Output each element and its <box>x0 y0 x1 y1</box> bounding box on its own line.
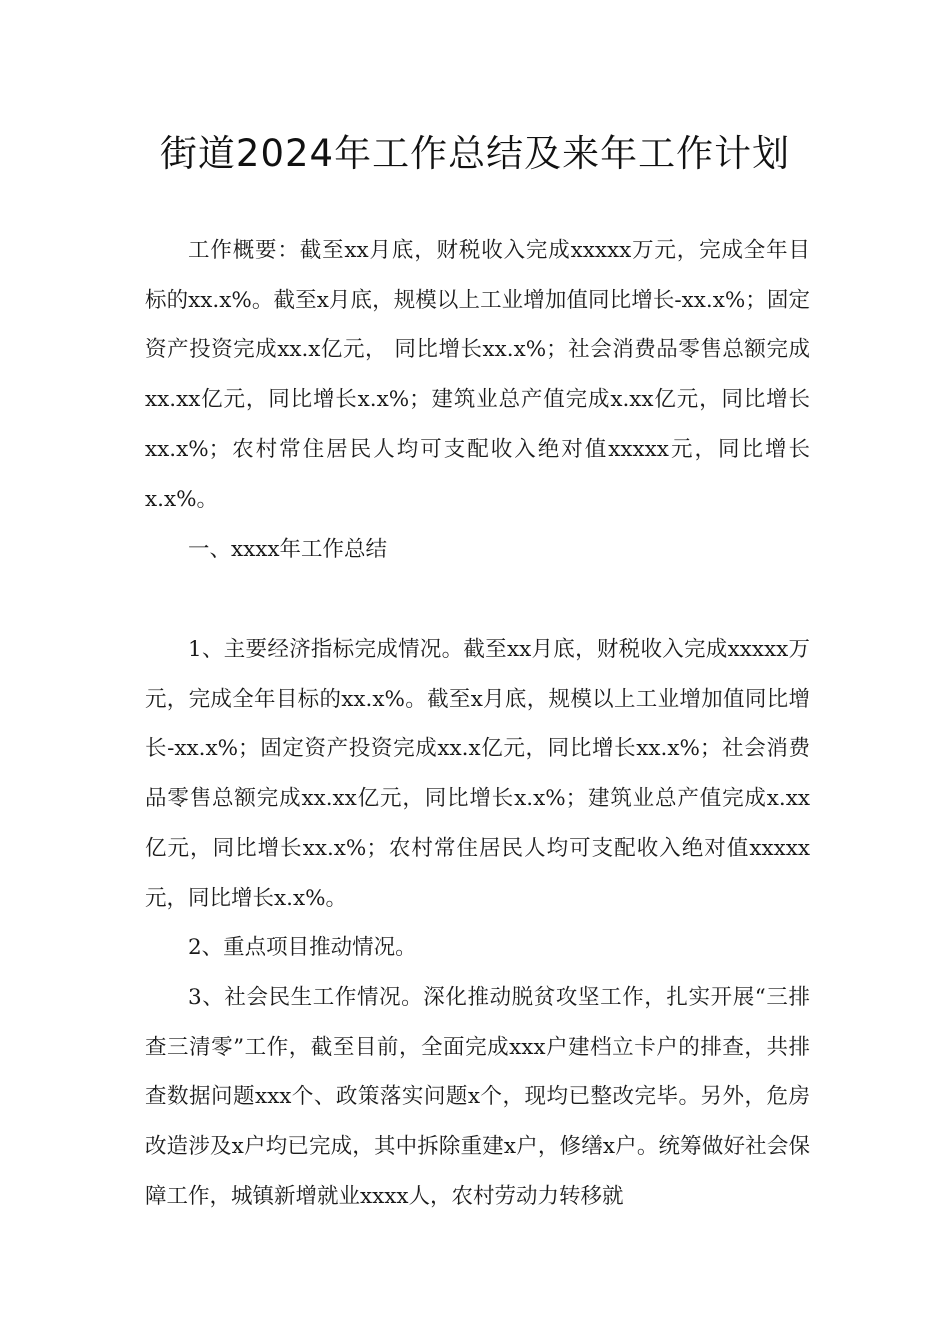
key-projects-paragraph: 2、重点项目推动情况。 <box>188 935 417 960</box>
economic-indicators-paragraph: 1、主要经济指标完成情况。截至xx月底，财税收入完成xxxxx万元，完成全年目标的xx.x%。截至x月底，规模以上工业增加值同比增长-xx.x%；固定资产投资完成xx.x亿元，同比增长xx.x%；社会消费品零售总额完成xx.xx亿元，同比增长x.x%；建筑业总产值完成x.xx亿元，同比增长xx.x%；农村常住居民人均可支配收入绝对值xxxxx元，同比增长x.x%。 <box>145 637 810 911</box>
overview-paragraph: 工作概要：截至xx月底，财税收入完成xxxxx万元，完成全年目标的xx.x%。截至x月底，规模以上工业增加值同比增长-xx.x%；固定资产投资完成xx.x亿元， 同比增长xx.x%；社会消费品零售总额完成xx.xx亿元，同比增长x.x%；建筑业总产值完成x.xx亿元，同比增长xx.x%；农村常住居民人均可支配收入绝对值xxxxx元，同比增长x.x%。 <box>145 238 810 512</box>
section-heading-summary: 一、xxxx年工作总结 <box>188 537 388 562</box>
document-title: 街道2024年工作总结及来年工作计划 <box>159 132 791 175</box>
social-livelihood-paragraph: 3、社会民生工作情况。深化推动脱贫攻坚工作，扎实开展“三排查三清零”工作，截至目前，全面完成xxx户建档立卡户的排查，共排查数据问题xxx个、政策落实问题x个，现均已整改完毕。另外，危房改造涉及x户均已完成，其中拆除重建x户，修缮x户。统筹做好社会保障工作，城镇新增就业xxxx人，农村劳动力转移就 <box>145 985 810 1209</box>
